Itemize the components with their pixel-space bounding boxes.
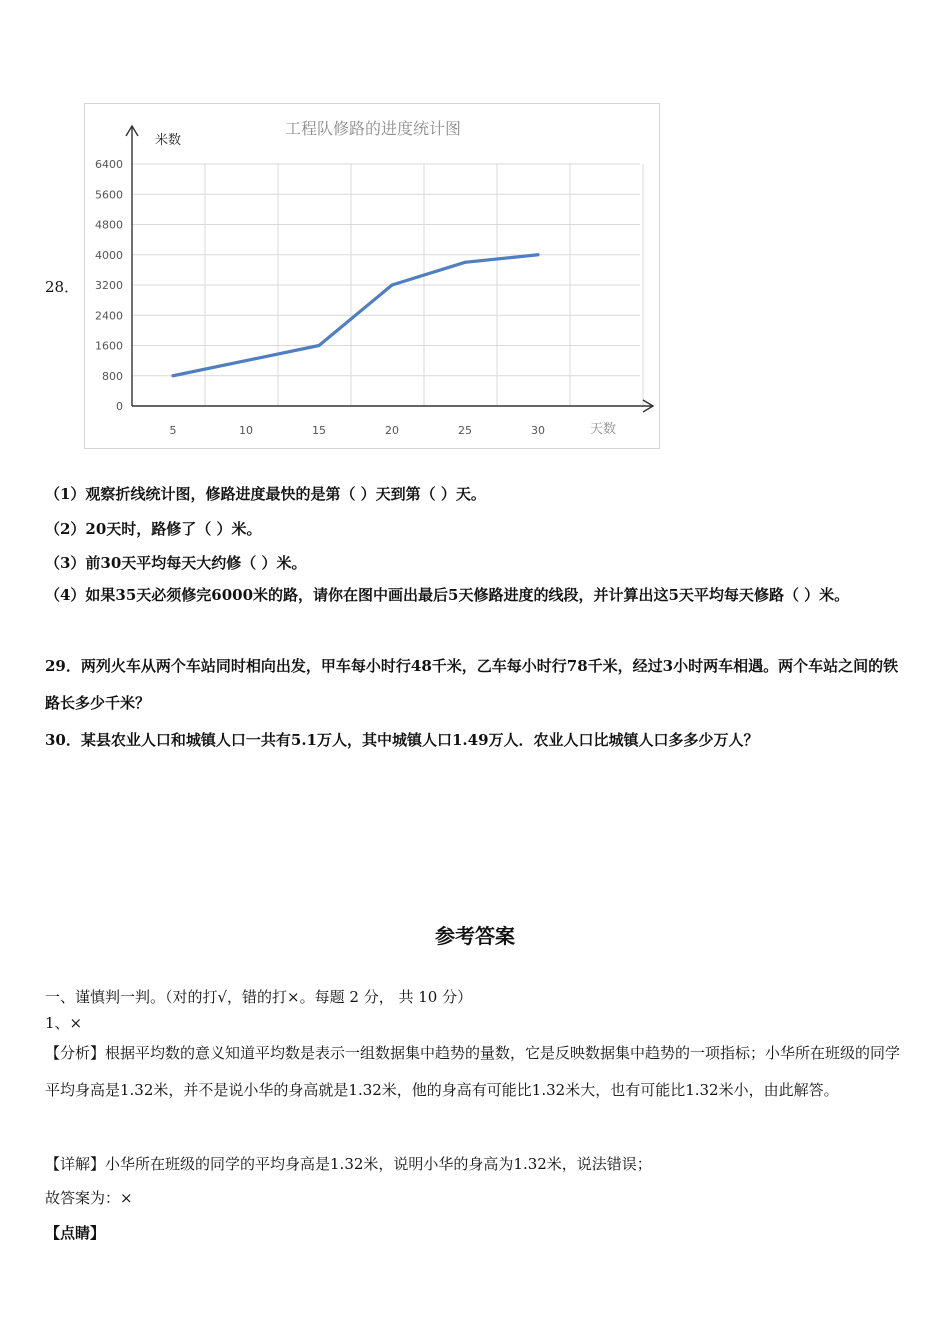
x-axis-label: 天数 — [590, 422, 617, 437]
line-chart — [84, 103, 660, 449]
question-29: 29．两列火车从两个车站同时相向出发，甲车每小时行48千米，乙车每小时行78千米，经过3小时两车相遇。两个车站之间的铁路长多少千米？ — [45, 657, 899, 712]
answer-comment: 【点睛】 — [45, 1224, 106, 1242]
y-tick-label: 0 — [116, 400, 123, 413]
question-30: 30．某县农业人口和城镇人口一共有5.1万人，其中城镇人口1.49万人．农业人口比城镇人口多多少万人？ — [45, 731, 759, 749]
data-point — [536, 253, 539, 256]
data-point — [171, 374, 174, 377]
y-tick-label: 6400 — [95, 158, 123, 171]
y-tick-label: 2400 — [95, 309, 123, 323]
question-28-4: （4）如果35天必须修完6000米的路，请你在图中画出最后5天修路进度的线段，并计算出这5天平均每天修路（ ）米。 — [45, 586, 850, 604]
y-tick-label: 4000 — [95, 248, 123, 262]
x-tick-label: 10 — [239, 424, 253, 437]
question-28-3: （3）前30天平均每天大约修（ ）米。 — [45, 554, 307, 572]
x-tick-label: 25 — [458, 424, 472, 437]
data-point — [463, 261, 466, 264]
y-tick-label: 4800 — [95, 218, 123, 232]
answer-section-heading: 一、谨慎判一判。（对的打√，错的打×。每题 2 分， 共 10 分） — [45, 988, 473, 1006]
answer-conclusion: 故答案为：× — [45, 1189, 133, 1207]
question-28-2: （2）20天时，路修了（ ）米。 — [45, 520, 262, 538]
data-point — [390, 283, 393, 286]
answer-item-1: 1、× — [45, 1014, 83, 1032]
question-number-28: 28． — [45, 278, 80, 296]
question-28-1: （1）观察折线统计图，修路进度最快的是第（ ）天到第（ ）天。 — [45, 485, 486, 503]
chart-svg — [85, 104, 661, 450]
x-tick-label: 20 — [385, 424, 399, 437]
answer-detail: 【详解】小华所在班级的同学的平均身高是1.32米，说明小华的身高为1.32米，说法错误； — [45, 1155, 652, 1173]
y-tick-label: 5600 — [95, 188, 123, 202]
y-tick-label: 800 — [102, 369, 123, 383]
answer-title: 参考答案 — [435, 924, 515, 948]
y-tick-label: 3200 — [95, 279, 123, 292]
x-tick-label: 30 — [531, 424, 545, 437]
chart-title: 工程队修路的进度统计图 — [284, 119, 462, 138]
x-tick-label: 5 — [169, 424, 177, 437]
answer-analysis: 【分析】根据平均数的意义知道平均数是表示一组数据集中趋势的量数，它是反映数据集中趋势的一项指标；小华所在班级的同学平均身高是1.32米，并不是说小华的身高就是1.32米，他的身高有可能比1.32米大，也有可能比1.32米小，由此解答。 — [45, 1044, 901, 1099]
x-tick-label: 15 — [312, 424, 326, 437]
y-axis-label: 米数 — [155, 133, 182, 148]
y-tick-label: 1600 — [95, 339, 123, 353]
data-point — [317, 344, 320, 347]
